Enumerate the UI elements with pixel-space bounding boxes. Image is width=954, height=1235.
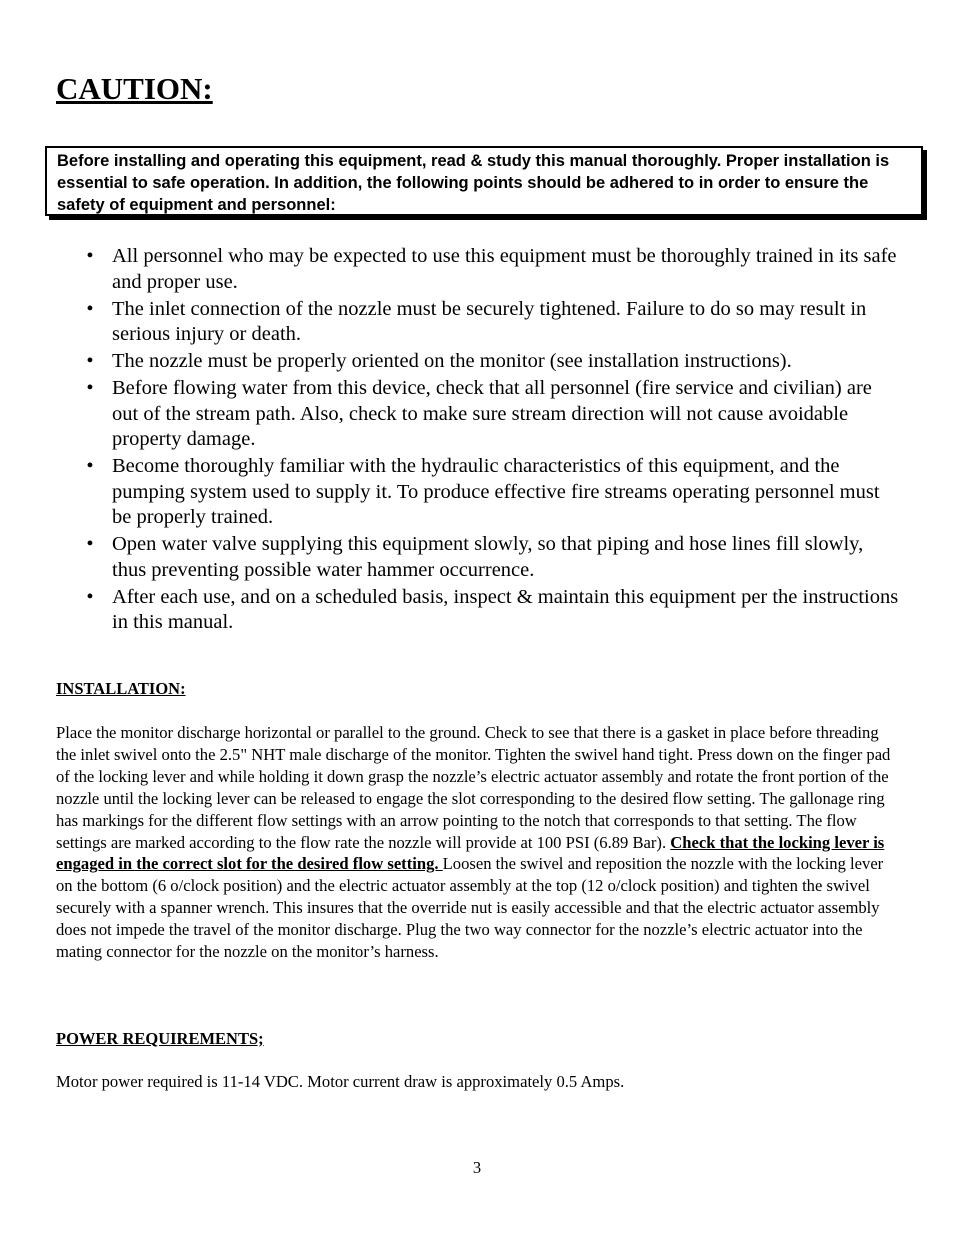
installation-emphasis-text: Check that the locking lever is engaged in the correct slot for the desired flow setting. <box>56 832 885 874</box>
bullet-icon: • <box>86 585 94 608</box>
list-item <box>82 297 902 348</box>
bullet-icon: • <box>86 533 94 555</box>
bullet-icon: • <box>86 350 94 372</box>
list-item <box>82 532 902 583</box>
list-item-text: Become thoroughly familiar with the hydraulic characteristics of this equipment, and the pumping system used to supply it. To produce effective fire streams operating personnel must be properly trained. <box>112 455 880 528</box>
page-title: CAUTION: <box>56 71 213 106</box>
bullet-icon: • <box>86 297 94 320</box>
installation-text-part2: Loosen the swivel and reposition the nozzle with the locking lever on the bottom (6 o/clock position) and the electric actuator assembly at the top (12 o/clock position) and tighten the swivel securely with a spanner wrench. This insures that the override nut is easily accessible and that the electric actuator assembly does not impede the travel of the monitor discharge. Plug the two way connector for the nozzle’s electric actuator into the mating connector for the nozzle on the monitor’s harness. <box>56 854 884 962</box>
safety-points-list <box>82 244 902 637</box>
installation-text-part1: Place the monitor discharge horizontal or parallel to the ground. Check to see that there is a gasket in place before threading the inlet swivel onto the 2.5" NHT male discharge of the monitor. Tighten the swivel hand tight. Press down on the finger pad of the locking lever and while holding it down grasp the nozzle’s electric actuator assembly and rotate the front portion of the nozzle until the locking lever can be released to engage the slot corresponding to the desired flow setting. The gallonage ring has markings for the different flow settings with an arrow pointing to the notch that corresponds to that setting. The flow settings are marked according to the flow rate the nozzle will provide at 100 PSI (6.89 Bar). <box>56 723 891 852</box>
power-requirements-text: Motor power required is 11-14 VDC. Motor current draw is approximately 0.5 Amps. <box>56 1072 625 1091</box>
list-item-text: The nozzle must be properly oriented on the monitor (see installation instructions). <box>112 350 792 372</box>
list-item-text: All personnel who may be expected to use this equipment must be thoroughly trained in its safe and proper use. <box>112 245 897 293</box>
installation-heading: INSTALLATION: <box>56 679 186 698</box>
list-item-text: The inlet connection of the nozzle must be securely tightened. Failure to do so may result in serious injury or death. <box>112 297 867 345</box>
installation-paragraph <box>56 722 898 963</box>
caution-notice-text: Before installing and operating this equipment, read & study this manual thoroughly. Proper installation is essential to safe operation. In addition, the following points should be adhered to in order to ensure the safety of equipment and personnel: <box>57 152 890 214</box>
power-requirements-heading: POWER REQUIREMENTS; <box>56 1029 264 1048</box>
page-number: 3 <box>472 1158 482 1177</box>
list-item <box>82 454 902 531</box>
caution-notice-box <box>45 146 923 216</box>
list-item-text: After each use, and on a scheduled basis, inspect & maintain this equipment per the instructions in this manual. <box>112 585 899 633</box>
bullet-icon: • <box>86 377 94 399</box>
bullet-icon: • <box>86 245 94 267</box>
list-item <box>82 244 902 295</box>
list-item <box>82 349 902 375</box>
bullet-icon: • <box>86 455 94 477</box>
list-item <box>82 376 902 453</box>
list-item-text: Open water valve supplying this equipment slowly, so that piping and hose lines fill slowly, thus preventing possible water hammer occurrence. <box>112 533 864 581</box>
list-item <box>82 585 902 636</box>
list-item-text: Before flowing water from this device, check that all personnel (fire service and civilian) are out of the stream path. Also, check to make sure stream direction will not cause avoidable property damage. <box>112 377 872 450</box>
